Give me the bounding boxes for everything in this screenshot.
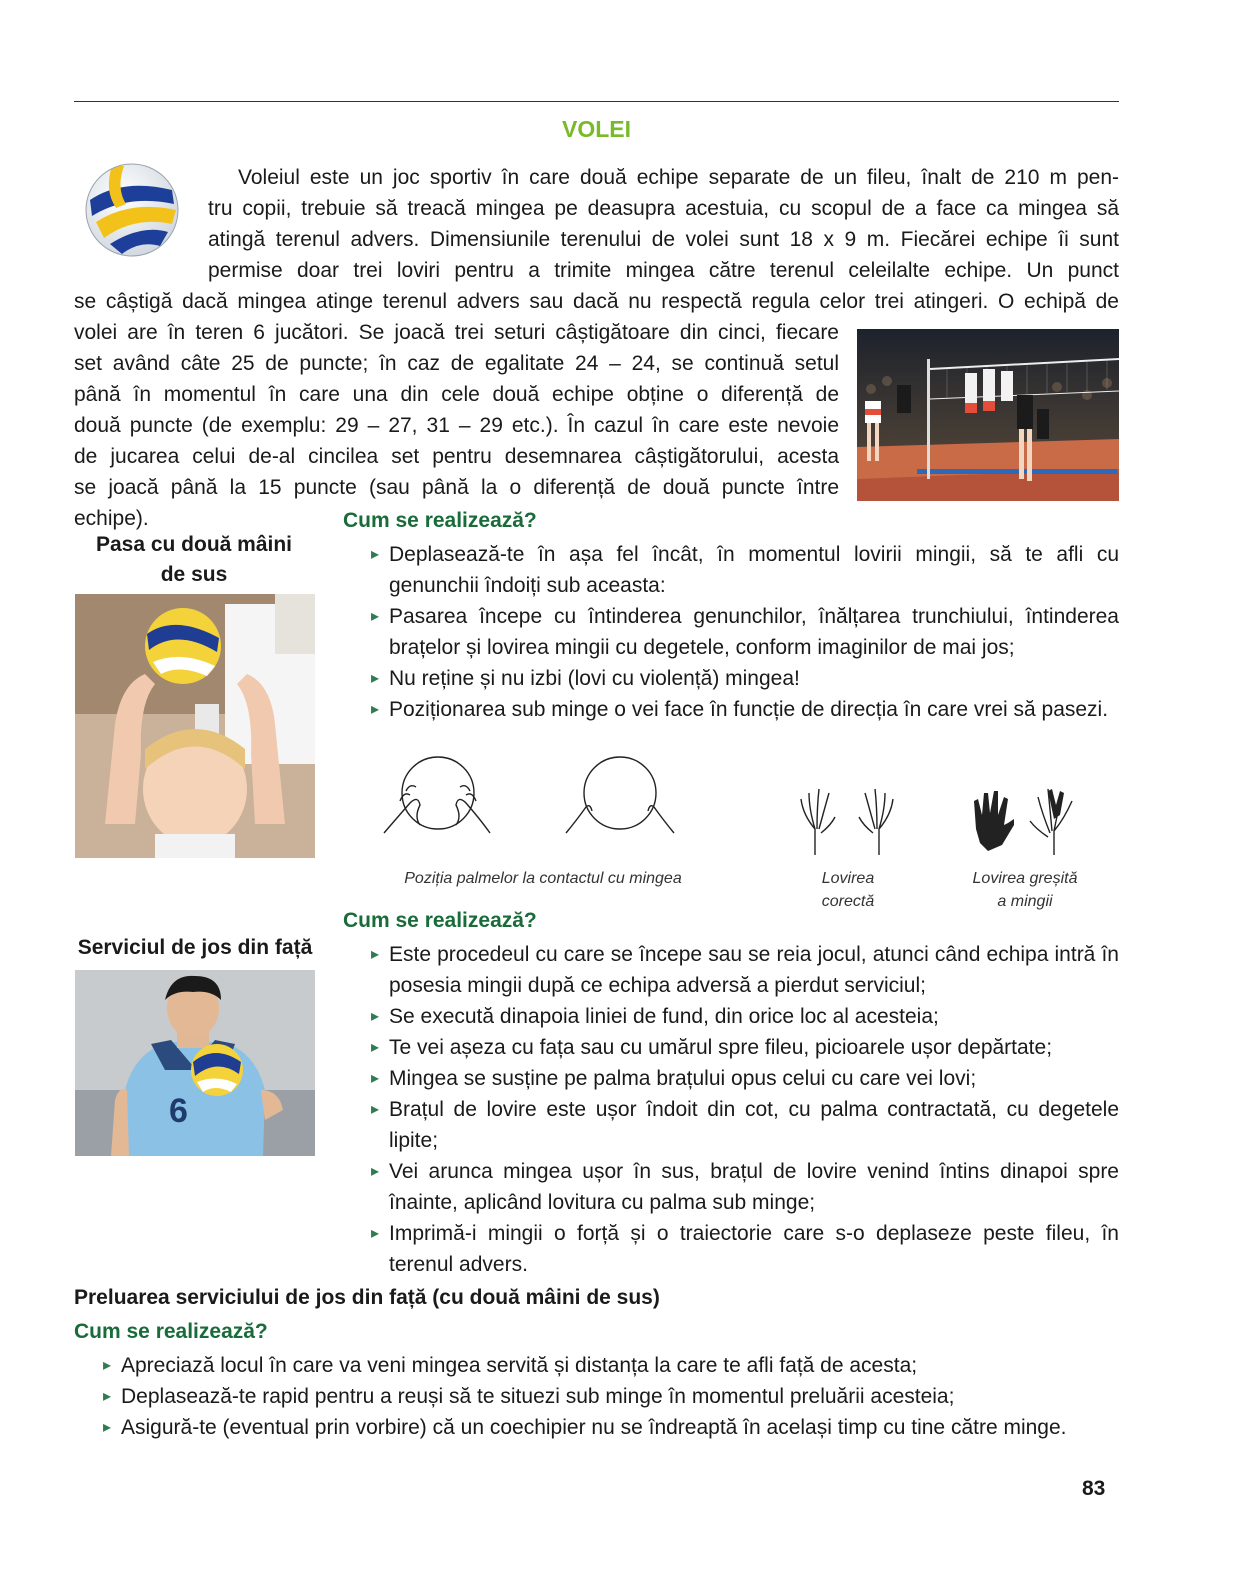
hand-position-figure <box>380 755 700 850</box>
list-item: ▸ Mingea se susține pe palma brațului opus celui cu care vei lovi; <box>371 1063 1119 1094</box>
list-item: ▸ Nu reține și nu izbi (lovi cu violență) mingea! <box>371 663 1119 694</box>
list-item: ▸ Este procedeul cu care se începe sau se reia jocul, atunci când echipa intră în posesia mingii după ce echipa adversă a pierdut serviciul; <box>371 939 1119 1001</box>
intro-line: se joacă până la 15 puncte (sau până la o diferență de două puncte între <box>74 476 839 499</box>
fig-caption-position: Poziția palmelor la contactul cu mingea <box>404 870 682 887</box>
section3-heading: Cum se realizează? <box>74 1320 268 1343</box>
intro-line: volei are în teren 6 jucători. Se joacă trei seturi câștigătoare din cinci, fiecare <box>74 321 839 344</box>
intro-line: două puncte (de exemplu: 29 – 27, 31 – 29 etc.). În cazul în care este nevoie <box>74 414 839 437</box>
volleyball-icon <box>82 160 182 260</box>
intro-line: tru copii, trebuie să treacă mingea pe deasupra acestuia, cu scopul de a face ca mingea să <box>208 197 1119 220</box>
list-item: ▸ Brațul de lovire este ușor îndoit din cot, cu palma contractată, cu degetele lipite; <box>371 1094 1119 1156</box>
section2-bullets <box>371 939 1119 1280</box>
fig-caption-wrong <box>960 867 1090 913</box>
list-item: ▸ Te vei așeza cu fața sau cu umărul spre fileu, picioarele ușor depărtate; <box>371 1032 1119 1063</box>
setter-photo <box>75 594 315 858</box>
intro-line: se câștigă dacă mingea atinge terenul advers sau dacă nu respectă regula celor trei atingeri. O echipă de <box>74 290 1119 313</box>
caption-line: Lovirea <box>821 870 875 887</box>
intro-paragraph-full <box>74 286 1119 317</box>
caption-line: Lovirea greșită <box>972 870 1078 887</box>
caption-line: corectă <box>821 893 875 910</box>
fig-caption-correct <box>795 867 901 913</box>
intro-line: set având câte 25 de puncte; în caz de egalitate 24 – 24, se continuă setul <box>74 352 839 375</box>
intro-paragraph-left <box>74 317 839 534</box>
page-title: VOLEI <box>561 116 631 142</box>
list-item: ▸ Poziționarea sub minge o vei face în funcție de direcția în care vrei să pasezi. <box>371 694 1119 725</box>
intro-line: Voleiul este un joc sportiv în care două echipe separate de un fileu, înalt de 210 m pen- <box>238 166 1119 189</box>
list-item: ▸ Apreciază locul în care va veni mingea servită și distanța la care te afli față de acesta; <box>103 1350 1113 1381</box>
caption-line: Pasa cu două mâini <box>95 533 293 556</box>
match-photo <box>857 329 1119 501</box>
list-item: ▸ Pasarea începe cu întinderea genunchilor, înălțarea trunchiului, întinderea brațelor și lovirea mingii cu degetele, conform imaginilor de mai jos; <box>371 601 1119 663</box>
section1-bullets <box>371 539 1119 725</box>
intro-paragraph-top <box>208 162 1119 286</box>
list-item: ▸ Imprimă-i mingii o forță și o traiectorie care s-o deplaseze peste fileu, în terenul advers. <box>371 1218 1119 1280</box>
section3-bullets <box>103 1350 1113 1443</box>
intro-line: permise doar trei loviri pentru a trimite mingea către terenul celeilalte echipe. Un punct <box>208 259 1119 282</box>
section1-caption <box>74 530 314 590</box>
list-item: ▸ Vei arunca mingea ușor în sus, brațul de lovire venind întins dinapoi spre înainte, aplicând lovitura cu palma sub minge; <box>371 1156 1119 1218</box>
list-item: ▸ Deplasează-te rapid pentru a reuși să te situezi sub minge în momentul preluării acesteia; <box>103 1381 1113 1412</box>
section2-heading: Cum se realizează? <box>343 909 537 932</box>
section2-caption: Serviciul de jos din față <box>77 936 313 959</box>
section1-heading: Cum se realizează? <box>343 509 537 532</box>
caption-line: de sus <box>160 563 228 586</box>
wrong-hands-figure <box>968 785 1080 857</box>
intro-line: atingă terenul advers. Dimensiunile terenului de volei sunt 18 x 9 m. Fiecărei echipe îi sunt <box>208 228 1119 251</box>
intro-line: până în momentul în care una din cele două echipe obține o diferență de <box>74 383 839 406</box>
intro-line: echipe). <box>74 507 149 530</box>
list-item: ▸ Deplasează-te în așa fel încât, în momentul lovirii mingii, să te afli cu genunchii îndoiți sub aceasta: <box>371 539 1119 601</box>
list-item: ▸ Asigură-te (eventual prin vorbire) că un coechipier nu se îndreaptă în același timp cu tine către minge. <box>103 1412 1113 1443</box>
list-item: ▸ Se execută dinapoia liniei de fund, din orice loc al acesteia; <box>371 1001 1119 1032</box>
page-number: 83 <box>1082 1477 1106 1500</box>
section3-title: Preluarea serviciului de jos din față (cu două mâini de sus) <box>74 1286 660 1309</box>
jersey-number: 6 <box>169 1092 188 1130</box>
server-photo <box>75 970 315 1156</box>
caption-line: a mingii <box>997 893 1053 910</box>
correct-hands-figure <box>795 785 905 857</box>
intro-line: de jucarea celui de-al cincilea set pentru desemnarea câștigătorului, acesta <box>74 445 839 468</box>
header-rule <box>74 101 1119 102</box>
